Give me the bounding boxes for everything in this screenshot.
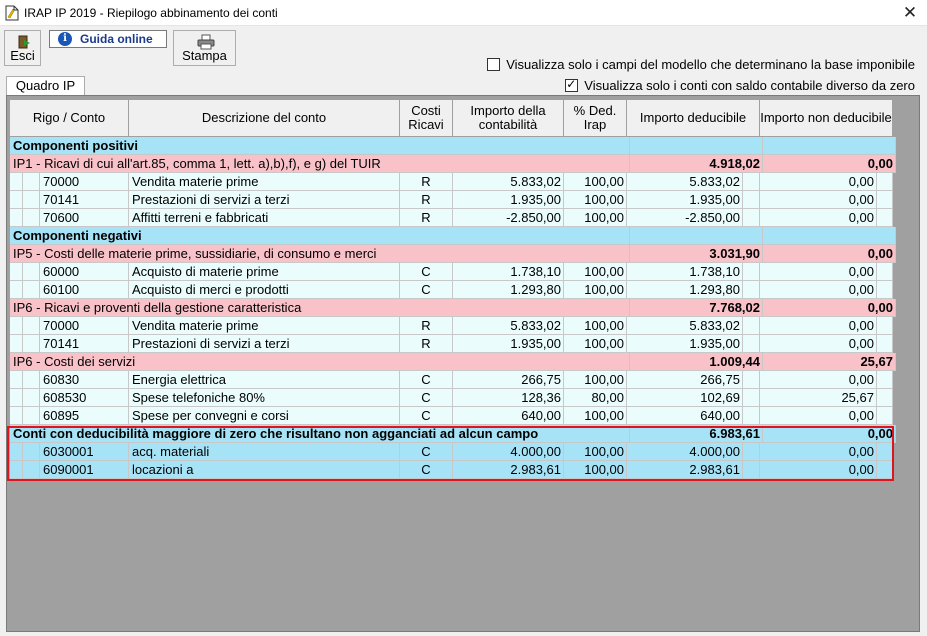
descrizione-cell: acq. materiali <box>129 443 400 461</box>
indent-cell-2 <box>23 281 40 299</box>
header-costi-ricavi[interactable]: Costi Ricavi <box>400 100 453 137</box>
esci-label: Esci <box>10 48 35 63</box>
costi-ricavi-cell: R <box>400 209 453 227</box>
perc-ded-cell: 100,00 <box>564 281 627 299</box>
section-label: Componenti positivi <box>10 137 630 155</box>
importo-non-deducibile-cell: 0,00 <box>760 209 877 227</box>
indent-cell-1 <box>10 281 23 299</box>
descrizione-cell: locazioni a <box>129 461 400 479</box>
importo-deducibile-cell: 266,75 <box>627 371 743 389</box>
spacer-cell <box>743 191 760 209</box>
spacer-cell <box>743 389 760 407</box>
importo-non-deducibile-cell: 0,00 <box>760 335 877 353</box>
account-row[interactable] <box>10 335 893 353</box>
indent-cell-2 <box>23 407 40 425</box>
indent-cell-2 <box>23 461 40 479</box>
indent-cell-2 <box>23 389 40 407</box>
conto-cell: 60830 <box>40 371 129 389</box>
importo-deducibile-cell: 4.000,00 <box>627 443 743 461</box>
importo-contabilita-cell: 1.738,10 <box>453 263 564 281</box>
spacer-cell-end <box>877 335 893 353</box>
indent-cell-2 <box>23 371 40 389</box>
perc-ded-cell: 100,00 <box>564 407 627 425</box>
costi-ricavi-cell: C <box>400 371 453 389</box>
perc-ded-cell: 100,00 <box>564 335 627 353</box>
close-icon[interactable]: ✕ <box>902 3 918 22</box>
spacer-cell-end <box>877 281 893 299</box>
costi-ricavi-cell: R <box>400 317 453 335</box>
importo-contabilita-cell: 1.935,00 <box>453 335 564 353</box>
esci-button[interactable] <box>4 30 41 66</box>
conto-cell: 60100 <box>40 281 129 299</box>
spacer-cell <box>743 443 760 461</box>
indent-cell-1 <box>10 173 23 191</box>
group-row[interactable] <box>10 155 893 173</box>
perc-ded-cell: 100,00 <box>564 443 627 461</box>
account-row[interactable] <box>10 263 893 281</box>
importo-deducibile-cell: 1.009,44 <box>630 353 763 371</box>
indent-cell-1 <box>10 443 23 461</box>
tab-quadro-ip[interactable]: Quadro IP <box>6 76 85 96</box>
importo-non-deducibile-cell: 0,00 <box>763 299 896 317</box>
indent-cell-1 <box>10 209 23 227</box>
costi-ricavi-cell: C <box>400 389 453 407</box>
account-row[interactable] <box>10 407 893 425</box>
indent-cell-2 <box>23 191 40 209</box>
section-row[interactable] <box>10 425 893 443</box>
indent-cell-1 <box>10 263 23 281</box>
title-bar <box>0 0 927 26</box>
indent-cell-1 <box>10 191 23 209</box>
conto-cell: 70000 <box>40 173 129 191</box>
importo-non-deducibile-cell: 0,00 <box>763 155 896 173</box>
importo-contabilita-cell: 5.833,02 <box>453 317 564 335</box>
account-row[interactable] <box>10 281 893 299</box>
group-label: IP6 - Ricavi e proventi della gestione caratteristica <box>10 299 630 317</box>
spacer-cell-end <box>877 173 893 191</box>
costi-ricavi-cell: R <box>400 173 453 191</box>
importo-non-deducibile-cell: 0,00 <box>760 443 877 461</box>
importo-contabilita-cell: 1.935,00 <box>453 191 564 209</box>
section-row[interactable] <box>10 227 893 245</box>
stampa-button[interactable] <box>173 30 236 66</box>
account-row[interactable] <box>10 191 893 209</box>
indent-cell-2 <box>23 209 40 227</box>
header-importo-non-deducibile[interactable]: Importo non deducibile <box>760 100 893 137</box>
conto-cell: 70141 <box>40 191 129 209</box>
importo-deducibile-cell: 6.983,61 <box>630 425 763 443</box>
account-row[interactable] <box>10 389 893 407</box>
descrizione-cell: Affitti terreni e fabbricati <box>129 209 400 227</box>
descrizione-cell: Vendita materie prime <box>129 173 400 191</box>
perc-ded-cell: 80,00 <box>564 389 627 407</box>
importo-deducibile-cell: 1.293,80 <box>627 281 743 299</box>
perc-ded-cell: 100,00 <box>564 263 627 281</box>
importo-deducibile-cell: 7.768,02 <box>630 299 763 317</box>
descrizione-cell: Spese telefoniche 80% <box>129 389 400 407</box>
window-title: IRAP IP 2019 - Riepilogo abbinamento dei conti <box>24 6 278 20</box>
importo-deducibile-cell: 4.918,02 <box>630 155 763 173</box>
spacer-cell <box>743 263 760 281</box>
descrizione-cell: Energia elettrica <box>129 371 400 389</box>
spacer-cell <box>743 173 760 191</box>
perc-ded-cell: 100,00 <box>564 191 627 209</box>
conto-cell: 6090001 <box>40 461 129 479</box>
spacer-cell-end <box>877 191 893 209</box>
importo-non-deducibile-cell: 0,00 <box>760 281 877 299</box>
costi-ricavi-cell: C <box>400 263 453 281</box>
option-solo-campi[interactable] <box>487 57 915 72</box>
spacer-cell-end <box>877 371 893 389</box>
importo-non-deducibile-cell: 0,00 <box>760 173 877 191</box>
spacer-cell-end <box>877 461 893 479</box>
descrizione-cell: Prestazioni di servizi a terzi <box>129 335 400 353</box>
info-icon: i <box>58 32 72 46</box>
importo-deducibile-cell: 5.833,02 <box>627 317 743 335</box>
indent-cell-2 <box>23 263 40 281</box>
importo-deducibile-cell: 102,69 <box>627 389 743 407</box>
group-row[interactable] <box>10 245 893 263</box>
costi-ricavi-cell: C <box>400 407 453 425</box>
checkbox-solo-campi[interactable] <box>487 58 500 71</box>
group-row[interactable] <box>10 299 893 317</box>
header-perc-ded[interactable]: % Ded. Irap <box>564 100 627 137</box>
header-rigo-conto[interactable]: Rigo / Conto <box>10 100 129 137</box>
indent-cell-2 <box>23 173 40 191</box>
importo-contabilita-cell: -2.850,00 <box>453 209 564 227</box>
importo-non-deducibile-cell: 0,00 <box>760 461 877 479</box>
importo-non-deducibile-cell <box>763 227 896 245</box>
guida-online-label: Guida online <box>80 32 153 46</box>
importo-deducibile-cell: 1.935,00 <box>627 191 743 209</box>
header-descrizione[interactable]: Descrizione del conto <box>129 100 400 137</box>
spacer-cell-end <box>877 317 893 335</box>
account-row[interactable] <box>10 461 893 479</box>
indent-cell-1 <box>10 389 23 407</box>
spacer-cell-end <box>877 209 893 227</box>
group-label: IP5 - Costi delle materie prime, sussidiarie, di consumo e merci <box>10 245 630 263</box>
conto-cell: 70000 <box>40 317 129 335</box>
account-row[interactable] <box>10 173 893 191</box>
spacer-cell-end <box>877 407 893 425</box>
importo-non-deducibile-cell: 0,00 <box>760 263 877 281</box>
spacer-cell-end <box>877 443 893 461</box>
option-solo-saldo-label: Visualizza solo i conti con saldo contabile diverso da zero <box>584 78 915 93</box>
group-row[interactable] <box>10 353 893 371</box>
costi-ricavi-cell: C <box>400 281 453 299</box>
header-importo-deducibile[interactable]: Importo deducibile <box>627 100 760 137</box>
checkbox-solo-saldo[interactable] <box>565 79 578 92</box>
conto-cell: 70600 <box>40 209 129 227</box>
descrizione-cell: Spese per convegni e corsi <box>129 407 400 425</box>
spacer-cell <box>743 461 760 479</box>
indent-cell-1 <box>10 407 23 425</box>
stampa-label: Stampa <box>182 48 227 63</box>
importo-non-deducibile-cell: 0,00 <box>760 407 877 425</box>
conto-cell: 60895 <box>40 407 129 425</box>
importo-deducibile-cell: 640,00 <box>627 407 743 425</box>
guida-online-button[interactable] <box>49 30 167 48</box>
indent-cell-2 <box>23 443 40 461</box>
importo-contabilita-cell: 5.833,02 <box>453 173 564 191</box>
indent-cell-2 <box>23 335 40 353</box>
importo-deducibile-cell <box>630 137 763 155</box>
option-solo-campi-label: Visualizza solo i campi del modello che determinano la base imponibile <box>506 57 915 72</box>
spacer-cell <box>743 407 760 425</box>
importo-non-deducibile-cell: 0,00 <box>760 317 877 335</box>
account-row[interactable] <box>10 209 893 227</box>
importo-contabilita-cell: 640,00 <box>453 407 564 425</box>
importo-contabilita-cell: 266,75 <box>453 371 564 389</box>
importo-non-deducibile-cell: 25,67 <box>763 353 896 371</box>
account-row[interactable] <box>10 371 893 389</box>
conto-cell: 6030001 <box>40 443 129 461</box>
importo-contabilita-cell: 4.000,00 <box>453 443 564 461</box>
importo-deducibile-cell <box>630 227 763 245</box>
descrizione-cell: Vendita materie prime <box>129 317 400 335</box>
conto-cell: 608530 <box>40 389 129 407</box>
account-row[interactable] <box>10 443 893 461</box>
costi-ricavi-cell: C <box>400 461 453 479</box>
section-row[interactable] <box>10 137 893 155</box>
spacer-cell <box>743 281 760 299</box>
importo-deducibile-cell: 1.738,10 <box>627 263 743 281</box>
app-document-icon <box>5 5 19 21</box>
importo-non-deducibile-cell: 0,00 <box>760 191 877 209</box>
perc-ded-cell: 100,00 <box>564 317 627 335</box>
accounts-grid <box>6 95 920 632</box>
indent-cell-2 <box>23 317 40 335</box>
spacer-cell <box>743 209 760 227</box>
importo-non-deducibile-cell: 0,00 <box>763 245 896 263</box>
importo-deducibile-cell: 1.935,00 <box>627 335 743 353</box>
section-label: Conti con deducibilità maggiore di zero che risultano non agganciati ad alcun campo <box>10 425 630 443</box>
importo-deducibile-cell: 3.031,90 <box>630 245 763 263</box>
option-solo-saldo[interactable] <box>565 78 915 93</box>
conto-cell: 60000 <box>40 263 129 281</box>
importo-contabilita-cell: 2.983,61 <box>453 461 564 479</box>
perc-ded-cell: 100,00 <box>564 173 627 191</box>
descrizione-cell: Acquisto di materie prime <box>129 263 400 281</box>
spacer-cell <box>743 317 760 335</box>
importo-non-deducibile-cell: 25,67 <box>760 389 877 407</box>
costi-ricavi-cell: C <box>400 443 453 461</box>
perc-ded-cell: 100,00 <box>564 371 627 389</box>
importo-contabilita-cell: 128,36 <box>453 389 564 407</box>
importo-non-deducibile-cell: 0,00 <box>763 425 896 443</box>
indent-cell-1 <box>10 317 23 335</box>
indent-cell-1 <box>10 461 23 479</box>
descrizione-cell: Prestazioni di servizi a terzi <box>129 191 400 209</box>
costi-ricavi-cell: R <box>400 335 453 353</box>
indent-cell-1 <box>10 371 23 389</box>
spacer-cell <box>743 371 760 389</box>
importo-deducibile-cell: 5.833,02 <box>627 173 743 191</box>
group-label: IP6 - Costi dei servizi <box>10 353 630 371</box>
descrizione-cell: Acquisto di merci e prodotti <box>129 281 400 299</box>
conto-cell: 70141 <box>40 335 129 353</box>
section-label: Componenti negativi <box>10 227 630 245</box>
spacer-cell-end <box>877 263 893 281</box>
spacer-cell-end <box>877 389 893 407</box>
perc-ded-cell: 100,00 <box>564 461 627 479</box>
group-label: IP1 - Ricavi di cui all'art.85, comma 1, lett. a),b),f), e g) del TUIR <box>10 155 630 173</box>
account-row[interactable] <box>10 317 893 335</box>
spacer-cell <box>743 335 760 353</box>
importo-non-deducibile-cell: 0,00 <box>760 371 877 389</box>
costi-ricavi-cell: R <box>400 191 453 209</box>
importo-non-deducibile-cell <box>763 137 896 155</box>
indent-cell-1 <box>10 335 23 353</box>
importo-deducibile-cell: -2.850,00 <box>627 209 743 227</box>
importo-deducibile-cell: 2.983,61 <box>627 461 743 479</box>
perc-ded-cell: 100,00 <box>564 209 627 227</box>
header-importo-contabilita[interactable]: Importo della contabilità <box>453 100 564 137</box>
importo-contabilita-cell: 1.293,80 <box>453 281 564 299</box>
